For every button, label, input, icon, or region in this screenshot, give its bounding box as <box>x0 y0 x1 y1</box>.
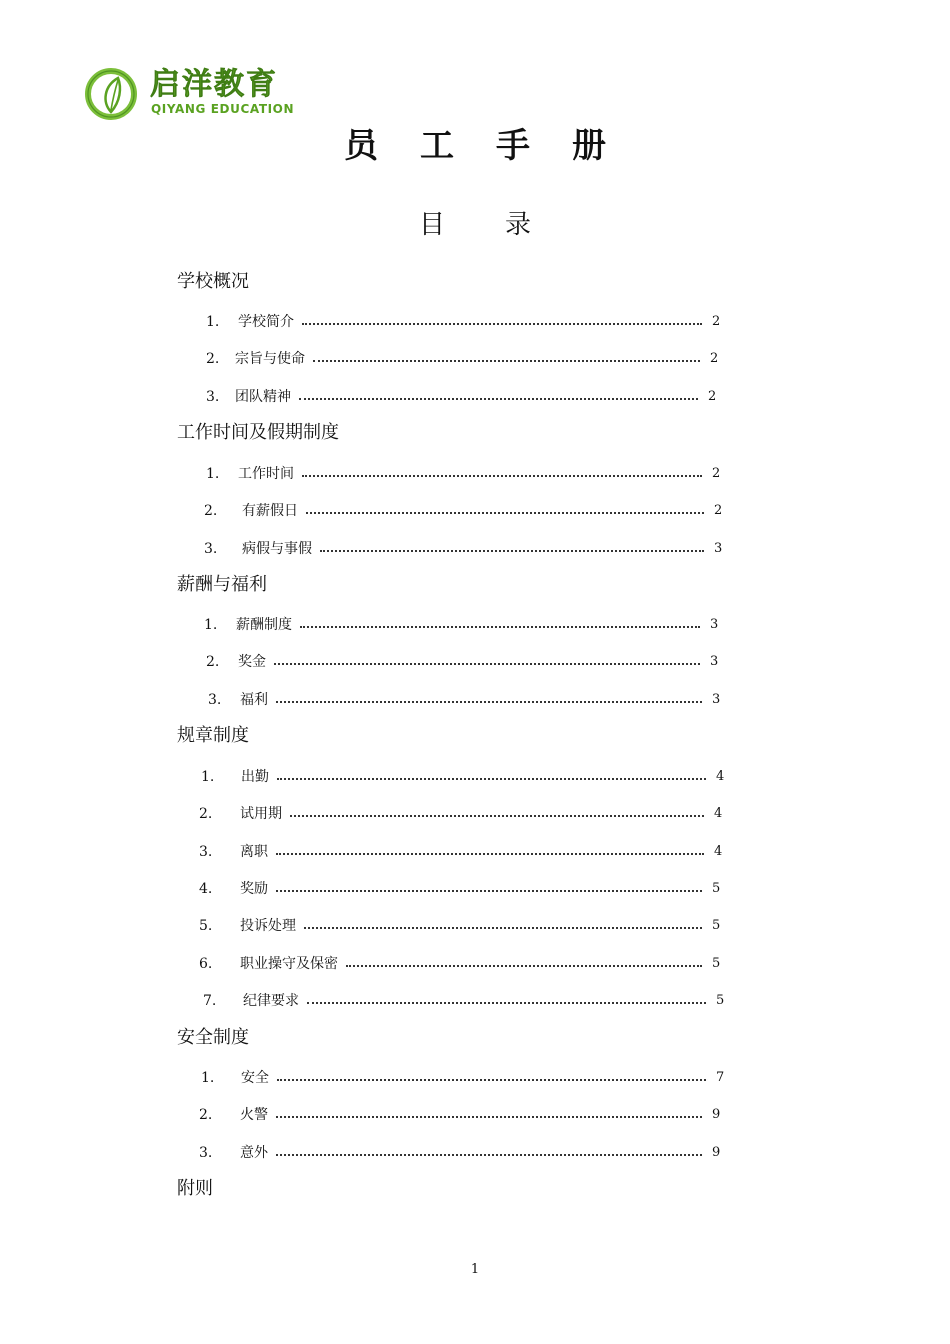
dot-leader <box>307 1002 706 1004</box>
entry-page: 4 <box>714 806 723 821</box>
dot-leader <box>276 701 702 703</box>
entry-page: 5 <box>712 918 721 933</box>
company-logo <box>84 66 344 122</box>
toc-entry[interactable] <box>204 501 728 521</box>
entry-page: 4 <box>716 769 725 784</box>
page-number: 1 <box>470 1262 480 1277</box>
entry-number: 1. <box>206 466 220 482</box>
entry-label: 试用期 <box>240 806 282 822</box>
entry-number: 5. <box>199 918 213 934</box>
entry-label: 离职 <box>240 844 268 860</box>
entry-number: 1. <box>204 617 218 633</box>
document-title: 员工手册 <box>344 126 648 166</box>
entry-number: 4. <box>199 881 213 897</box>
entry-number: 3. <box>199 1145 213 1161</box>
section-heading: 工作时间及假期制度 <box>177 422 339 443</box>
entry-label: 出勤 <box>241 769 269 785</box>
toc-entry[interactable] <box>199 954 726 974</box>
entry-number: 1. <box>201 1070 215 1086</box>
entry-page: 3 <box>714 541 723 556</box>
toc-entry[interactable] <box>199 842 728 862</box>
entry-label: 职业操守及保密 <box>240 956 338 972</box>
logo-name-en: QIYANG EDUCATION <box>151 102 295 116</box>
section-heading: 附则 <box>177 1178 213 1199</box>
toc-entry[interactable] <box>204 615 724 635</box>
toc-entry[interactable] <box>206 652 724 672</box>
entry-label: 奖励 <box>240 881 268 897</box>
dot-leader <box>306 512 704 514</box>
entry-label: 火警 <box>240 1107 268 1123</box>
toc-entry[interactable] <box>204 539 728 559</box>
entry-label: 安全 <box>241 1070 269 1086</box>
dot-leader <box>302 323 702 325</box>
dot-leader <box>300 626 700 628</box>
entry-page: 4 <box>714 844 723 859</box>
entry-label: 病假与事假 <box>242 541 312 557</box>
toc-entry[interactable] <box>199 1143 726 1163</box>
entry-label: 薪酬制度 <box>236 617 292 633</box>
toc-entry[interactable] <box>201 767 730 787</box>
toc-entry[interactable] <box>201 1068 730 1088</box>
entry-number: 2. <box>199 1107 213 1123</box>
toc-entry[interactable] <box>208 690 726 710</box>
entry-page: 3 <box>710 617 719 632</box>
entry-label: 福利 <box>240 692 268 708</box>
entry-label: 有薪假日 <box>242 503 298 519</box>
entry-number: 1. <box>206 314 220 330</box>
entry-page: 2 <box>712 466 721 481</box>
entry-label: 工作时间 <box>238 466 294 482</box>
entry-number: 6. <box>199 956 213 972</box>
entry-page: 3 <box>710 654 719 669</box>
section-heading: 学校概况 <box>177 271 249 292</box>
entry-number: 2. <box>199 806 213 822</box>
toc-entry[interactable] <box>203 991 730 1011</box>
entry-number: 7. <box>203 993 217 1009</box>
toc-entry[interactable] <box>206 387 722 407</box>
entry-page: 5 <box>712 956 721 971</box>
section-heading: 安全制度 <box>177 1027 249 1048</box>
entry-page: 2 <box>714 503 723 518</box>
leaf-ring-logo-icon <box>84 66 140 120</box>
entry-number: 3. <box>204 541 218 557</box>
dot-leader <box>277 778 706 780</box>
toc-entry[interactable] <box>206 349 724 369</box>
toc-title: 目录 <box>418 210 591 240</box>
dot-leader <box>277 1079 706 1081</box>
entry-page: 3 <box>712 692 721 707</box>
entry-page: 2 <box>708 389 717 404</box>
entry-number: 2. <box>206 351 220 367</box>
dot-leader <box>276 1154 702 1156</box>
toc-entry[interactable] <box>206 312 726 332</box>
entry-number: 2. <box>204 503 218 519</box>
dot-leader <box>290 815 704 817</box>
entry-page: 5 <box>716 993 725 1008</box>
dot-leader <box>346 965 702 967</box>
entry-page: 2 <box>712 314 721 329</box>
logo-name-cn: 启洋教育 <box>150 67 278 102</box>
toc-entry[interactable] <box>206 464 726 484</box>
entry-label: 投诉处理 <box>240 918 296 934</box>
entry-label: 纪律要求 <box>243 993 299 1009</box>
entry-label: 学校简介 <box>238 314 294 330</box>
entry-page: 9 <box>712 1145 721 1160</box>
entry-label: 意外 <box>240 1145 268 1161</box>
entry-page: 7 <box>716 1070 725 1085</box>
dot-leader <box>313 360 700 362</box>
entry-number: 3. <box>199 844 213 860</box>
entry-number: 2. <box>206 654 220 670</box>
entry-page: 5 <box>712 881 721 896</box>
toc-entry[interactable] <box>199 879 726 899</box>
section-heading: 规章制度 <box>177 725 249 746</box>
entry-number: 1. <box>201 769 215 785</box>
dot-leader <box>302 475 702 477</box>
dot-leader <box>304 927 702 929</box>
dot-leader <box>276 890 702 892</box>
entry-label: 宗旨与使命 <box>235 351 305 367</box>
dot-leader <box>320 550 704 552</box>
dot-leader <box>276 1116 702 1118</box>
toc-entry[interactable] <box>199 916 726 936</box>
dot-leader <box>276 853 704 855</box>
toc-entry[interactable] <box>199 804 728 824</box>
entry-number: 3. <box>208 692 222 708</box>
dot-leader <box>299 398 698 400</box>
dot-leader <box>274 663 700 665</box>
entry-label: 团队精神 <box>235 389 291 405</box>
entry-number: 3. <box>206 389 220 405</box>
entry-page: 9 <box>712 1107 721 1122</box>
section-heading: 薪酬与福利 <box>177 574 267 595</box>
toc-entry[interactable] <box>199 1105 726 1125</box>
entry-page: 2 <box>710 351 719 366</box>
entry-label: 奖金 <box>238 654 266 670</box>
